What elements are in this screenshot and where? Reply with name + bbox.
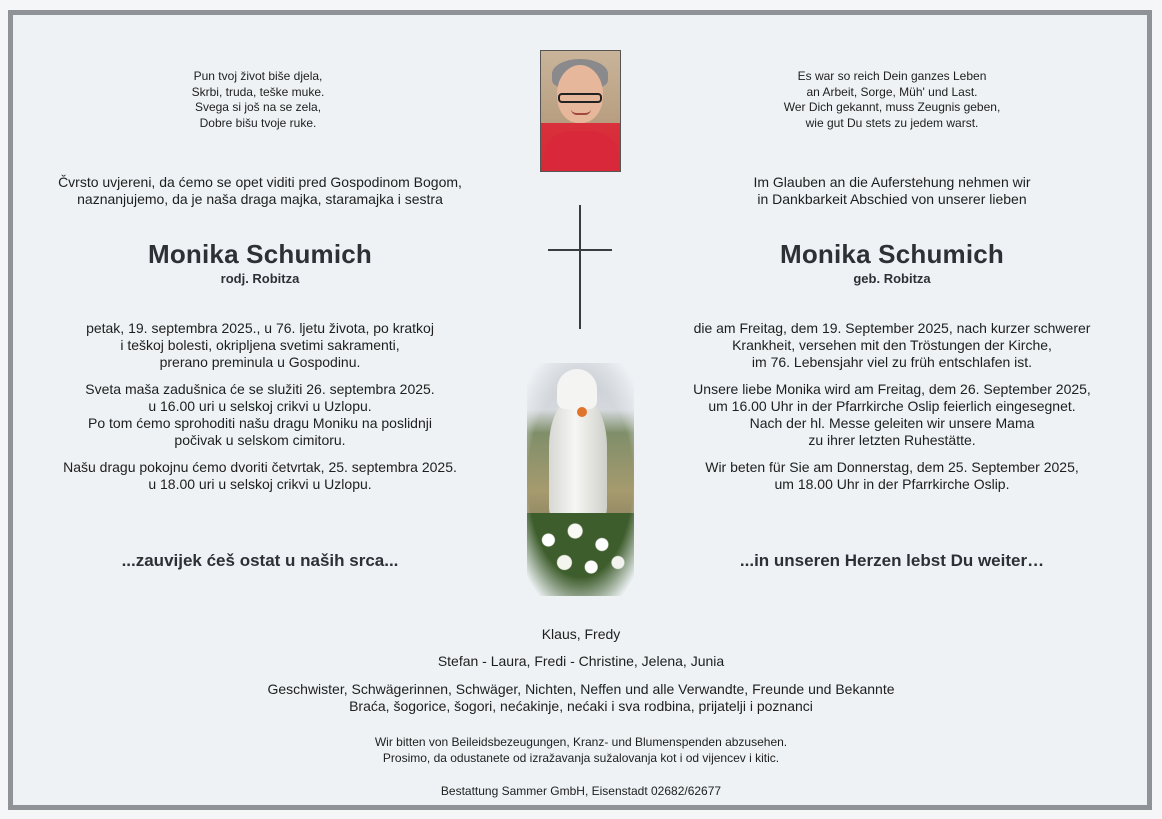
intro-line: in Dankbarkeit Abschied von unserer lieben <box>757 191 1027 207</box>
condolence-request <box>281 735 881 766</box>
intro-line: Im Glauben an die Auferstehung nehmen wir <box>753 174 1031 190</box>
mass-line: Unsere liebe Monika wird am Freitag, dem 26. September 2025, <box>693 381 1091 397</box>
mass-line: um 16.00 Uhr in der Pfarrkirche Oslip feierlich eingesegnet. <box>708 398 1076 414</box>
mass-line: Po tom ćemo sprohoditi našu dragu Moniku na poslidnji <box>88 415 432 431</box>
mass-line: počivak u selskom cimitoru. <box>174 432 346 448</box>
death-line: im 76. Lebensjahr viel zu früh entschlafen ist. <box>751 354 1033 370</box>
intro-line: Čvrsto uvjereni, da ćemo se opet viditi pred Gospodinom Bogom, <box>58 174 462 190</box>
cross-icon <box>579 205 581 329</box>
mourners-line: Geschwister, Schwägerinnen, Schwäger, Nichten, Neffen und alle Verwandte, Freunde und Bekannte <box>267 681 895 697</box>
undertaker-info: Bestattung Sammer GmbH, Eisenstadt 02682/62677 <box>440 784 722 798</box>
right-intro <box>692 174 1092 208</box>
mourners-relatives <box>181 681 981 715</box>
poem-line: Wer Dich gekannt, muss Zeugnis geben, <box>783 100 1001 114</box>
poem-line: Dobre bišu tvoje ruke. <box>199 115 317 130</box>
mourners-grandchildren: Stefan - Laura, Fredi - Christine, Jelena, Junia <box>437 653 725 669</box>
request-line: Wir bitten von Beileidsbezeugungen, Kranz- und Blumenspenden abzusehen. <box>374 735 788 749</box>
vigil-line: Našu dragu pokojnu ćemo dvoriti četvrtak, 25. septembra 2025. <box>63 459 457 475</box>
right-poem <box>752 69 1032 131</box>
death-line: Krankheit, versehen mit den Tröstungen der Kirche, <box>732 337 1052 353</box>
intro-line: naznanjujemo, da je naša draga majka, staramajka i sestra <box>77 191 443 207</box>
mourners-line: Braća, šogorice, šogori, nećakinje, nećaki i sva rodbina, prijatelji i poznanci <box>349 698 813 714</box>
right-closing: ...in unseren Herzen lebst Du weiter… <box>739 551 1045 570</box>
poem-line: Pun tvoj život biše djela, <box>193 69 323 83</box>
madonna-statue-image <box>527 363 634 596</box>
right-deceased-name: Monika Schumich <box>779 239 1005 269</box>
right-maiden-name: geb. Robitza <box>853 271 931 286</box>
vigil-line: u 18.00 uri u selskoj crikvi u Uzlopu. <box>148 476 372 492</box>
death-line: die am Freitag, dem 19. September 2025, nach kurzer schwerer <box>693 320 1091 336</box>
left-closing: ...zauvijek ćeš ostat u naših srca... <box>121 551 399 570</box>
death-line: prerano preminula u Gospodinu. <box>159 354 361 370</box>
mass-line: zu ihrer letzten Ruhestätte. <box>808 432 976 448</box>
poem-line: Skrbi, truda, teške muke. <box>191 84 325 99</box>
mass-line: Sveta maša zadušnica će se služiti 26. septembra 2025. <box>85 381 435 397</box>
request-line: Prosimo, da odustanete od izražavanja sužalovanja kot i od vijencev i kitic. <box>382 750 780 765</box>
death-line: i teškoj bolesti, okripljena svetimi sakramenti, <box>120 337 400 353</box>
left-deceased-name: Monika Schumich <box>147 239 373 269</box>
left-intro <box>20 174 500 208</box>
poem-line: Svega si još na se zela, <box>194 100 322 114</box>
right-details <box>637 320 1147 493</box>
mass-line: u 16.00 uri u selskoj crikvi u Uzlopu. <box>148 398 372 414</box>
mourners-children: Klaus, Fredy <box>541 626 621 642</box>
cross-icon-bar <box>548 249 612 251</box>
left-poem <box>158 69 358 131</box>
poem-line: Es war so reich Dein ganzes Leben <box>797 69 987 83</box>
portrait-photo <box>540 50 621 172</box>
poem-line: an Arbeit, Sorge, Müh' und Last. <box>806 84 978 99</box>
vigil-line: Wir beten für Sie am Donnerstag, dem 25. September 2025, <box>705 459 1079 475</box>
death-line: petak, 19. septembra 2025., u 76. ljetu života, po kratkoj <box>86 320 434 336</box>
left-maiden-name: rodj. Robitza <box>220 271 300 286</box>
vigil-line: um 18.00 Uhr in der Pfarrkirche Oslip. <box>774 476 1010 492</box>
left-details <box>10 320 510 493</box>
poem-line: wie gut Du stets zu jedem warst. <box>805 115 979 130</box>
mass-line: Nach der hl. Messe geleiten wir unsere Mama <box>749 415 1035 431</box>
